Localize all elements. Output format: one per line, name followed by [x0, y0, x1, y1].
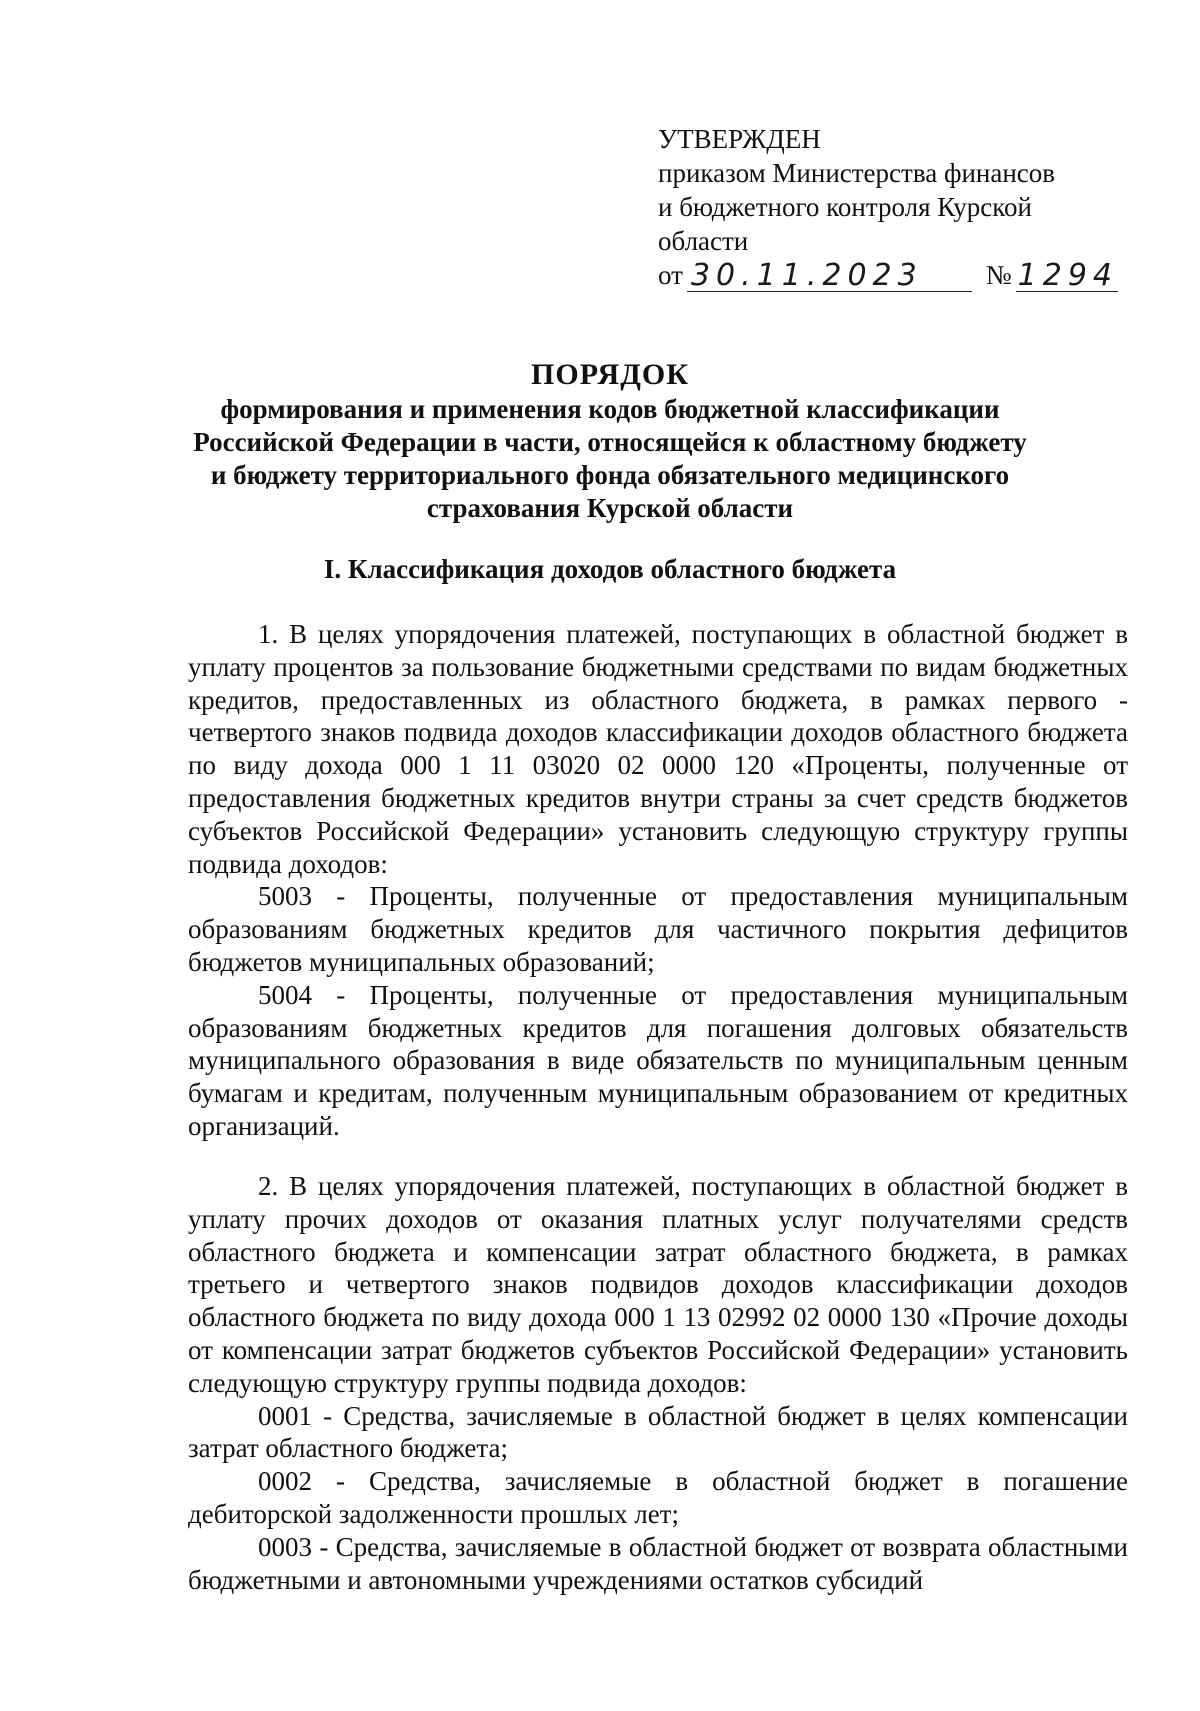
- document-subtitle-line: Российской Федерации в части, относящейся к областному бюджету: [193, 427, 1027, 457]
- date-prefix: от: [658, 260, 683, 290]
- paragraph-text: 2. В целях упорядочения платежей, поступающих в областной бюджет в уплату прочих доходов от оказания платных услуг получателями средств областного бюджета и компенсации затрат областного бюджета, в рамках третьего и четвертого знаков подвидов доходов классификации доходов областного бюджета по виду дохода 000 1 13 02992 02 0000 130 «Прочие доходы от компенсации затрат бюджетов субъектов Российской Федерации» установить следующую структуру группы подвида доходов:: [188, 1171, 1128, 1398]
- paragraph-text: 1. В целях упорядочения платежей, поступающих в областной бюджет в уплату процентов за пользование бюджетными средствами по видам бюджетных кредитов, предоставленных из областного бюджета, в рамках первого - четвертого знаков подвида доходов классификации доходов областного бюджета по виду дохода 000 1 11 03020 02 0000 120 «Проценты, полученные от предоставления бюджетных кредитов внутри страны за счет средств бюджетов субъектов Российской Федерации» установить следующую структуру группы подвида доходов:: [188, 619, 1128, 879]
- approval-line: области: [658, 226, 749, 256]
- approval-line: и бюджетного контроля Курской: [658, 192, 1032, 222]
- approval-heading: УТВЕРЖДЕН: [658, 124, 821, 154]
- handwritten-date: 30.11.2023: [687, 261, 972, 292]
- document-title: ПОРЯДОК: [531, 358, 689, 391]
- document-subtitle-line: формирования и применения кодов бюджетной классификации: [220, 394, 1000, 424]
- document-subtitle-line: и бюджету территориального фонда обязательного медицинского: [210, 460, 1010, 490]
- paragraph-1: [188, 618, 1128, 1143]
- list-item-5004: 5004 - Проценты, полученные от предоставления муниципальным образованиям бюджетных кредитов для погашения долговых обязательств муниципального образования в виде обязательств по муниципальным ценным бумагам и кредитам, полученным муниципальным образованием от кредитных организаций.: [188, 979, 1128, 1141]
- list-item-0002: 0002 - Средства, зачисляемые в областной бюджет в погашение дебиторской задолженности прошлых лет;: [188, 1466, 1128, 1529]
- document-subtitle-line: страхования Курской области: [426, 493, 794, 523]
- document-title-block: [180, 358, 1040, 525]
- approval-stamp-block: [658, 122, 1118, 292]
- list-item-0001: 0001 - Средства, зачисляемые в областной бюджет в целях компенсации затрат областного бюджета;: [188, 1400, 1128, 1464]
- paragraph-2: [188, 1170, 1128, 1596]
- approval-date-line: [658, 258, 1118, 292]
- list-item-0003: 0003 - Средства, зачисляемые в областной бюджет от возврата областными бюджетными и автономными учреждениями остатков субсидий: [188, 1531, 1128, 1595]
- approval-line: приказом Министерства финансов: [658, 158, 1056, 188]
- section-heading: I. Классификация доходов областного бюджета: [323, 554, 897, 584]
- list-item-5003: 5003 - Проценты, полученные от предоставления муниципальным образованиям бюджетных кредитов для частичного покрытия дефицитов бюджетов муниципальных образований;: [188, 881, 1128, 977]
- number-prefix: №: [985, 260, 1012, 290]
- handwritten-number: 1294: [1017, 258, 1118, 293]
